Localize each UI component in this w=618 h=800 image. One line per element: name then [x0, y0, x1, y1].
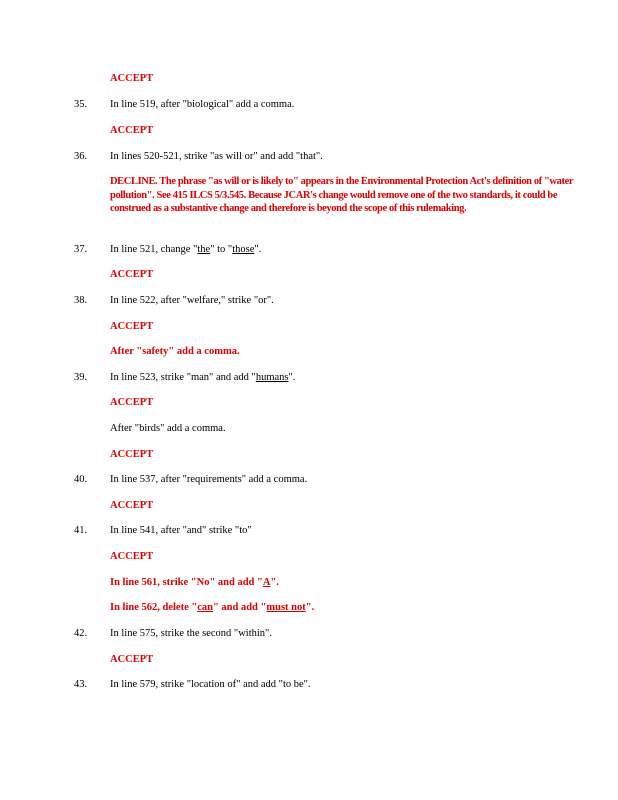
item-text: In lines 520-521, strike "as will or" and add "that". — [110, 151, 323, 162]
item-number: 37. — [74, 244, 88, 255]
item-text: In line 537, after "requirements" add a comma. — [110, 474, 308, 485]
item-text: In line 523, strike "man" and add "humans". — [110, 372, 296, 383]
item-number: 40. — [74, 474, 88, 485]
response-edit: In line 562, delete "can" and add "must not". — [110, 602, 315, 613]
response-accept: ACCEPT — [110, 321, 154, 332]
item-subtext: After "birds" add a comma. — [110, 423, 226, 434]
item-number: 35. — [74, 99, 88, 110]
item-text: In line 579, strike "location of" and add "to be". — [110, 679, 311, 690]
item-number: 41. — [74, 525, 88, 536]
response-accept: ACCEPT — [110, 654, 154, 665]
item-number: 43. — [74, 679, 88, 690]
response-note: After "safety" add a comma. — [110, 346, 240, 357]
item-text: In line 575, strike the second "within". — [110, 628, 272, 639]
response-accept: ACCEPT — [110, 449, 154, 460]
response-edit: In line 561, strike "No" and add "A". — [110, 577, 279, 588]
response-accept: ACCEPT — [110, 397, 154, 408]
response-accept: ACCEPT — [110, 73, 154, 84]
item-text: In line 521, change "the" to "those". — [110, 244, 262, 255]
item-number: 42. — [74, 628, 88, 639]
item-text: In line 522, after "welfare," strike "or". — [110, 295, 274, 306]
item-number: 38. — [74, 295, 88, 306]
response-accept: ACCEPT — [110, 125, 154, 136]
response-accept: ACCEPT — [110, 551, 154, 562]
response-decline: DECLINE. The phrase "as will or is likely to" appears in the Environmental Protection Act's definition of "water pollution". See 415 ILCS 5/3.545. Because JCAR's change would remove one of the two standards, it could be construed as a substantive change and therefore is beyond the scope of this rulemaking. — [110, 176, 573, 214]
response-accept: ACCEPT — [110, 269, 154, 280]
item-text: In line 519, after "biological" add a comma. — [110, 99, 295, 110]
response-accept: ACCEPT — [110, 500, 154, 511]
item-text: In line 541, after "and" strike "to" — [110, 525, 252, 536]
item-number: 39. — [74, 372, 88, 383]
item-number: 36. — [74, 151, 88, 162]
